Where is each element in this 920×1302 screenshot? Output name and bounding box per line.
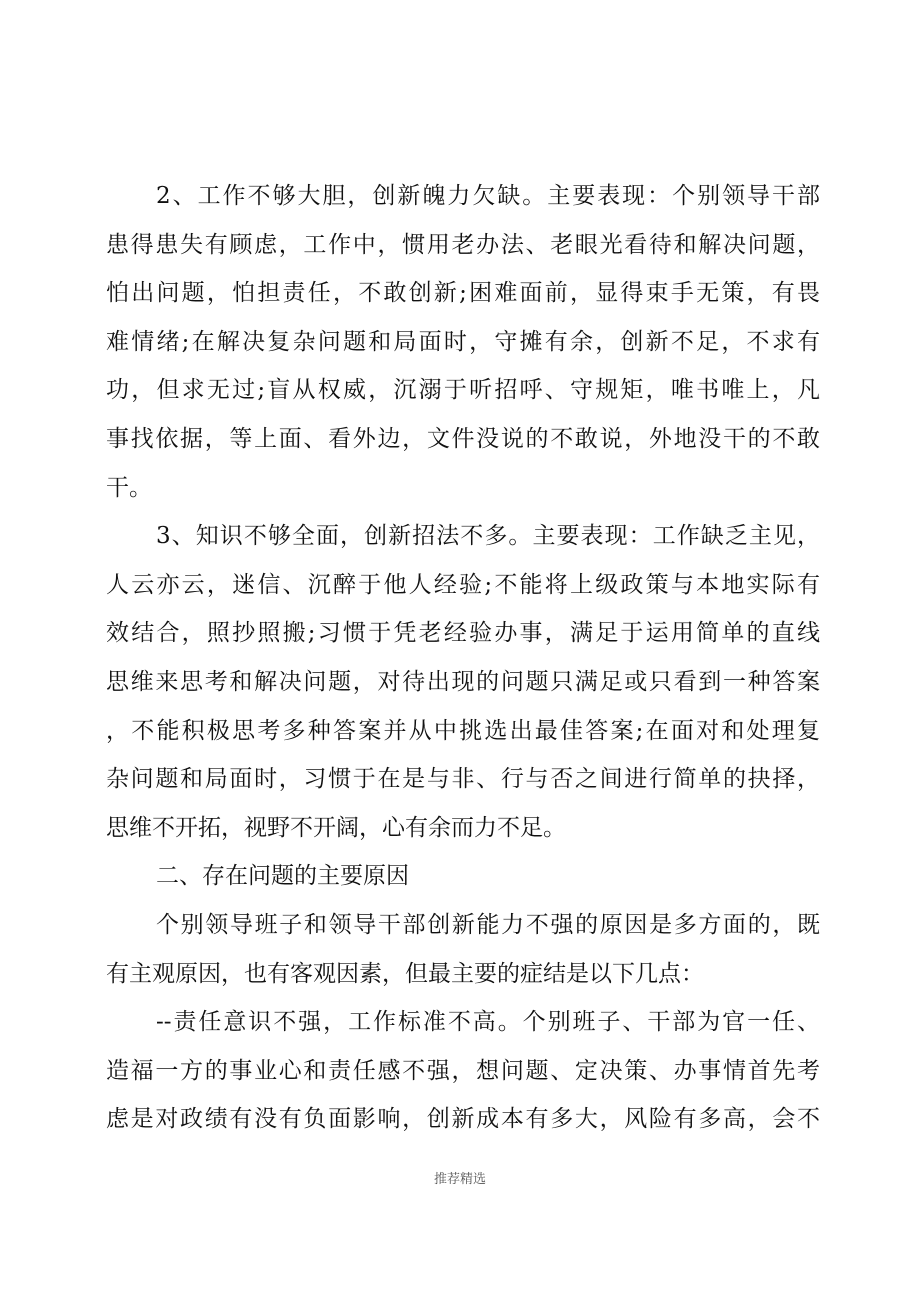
paragraph-2-line-2: 患得患失有顾虑，工作中，惯用老办法、老眼光看待和解决问题， [106, 231, 820, 258]
paragraph-3-line-6: 杂问题和局面时，习惯于在是与非、行与否之间进行简单的抉择， [106, 766, 820, 793]
paragraph-2-line-4: 难情绪;在解决复杂问题和局面时，守摊有余，创新不足，不求有 [106, 328, 820, 355]
paragraph-3-line-7: 思维不开拓，视野不开阔，心有余而力不足。 [106, 814, 566, 841]
paragraph-2-line-7: 干。 [106, 474, 152, 501]
paragraph-5-line-2: 造福一方的事业心和责任感不强，想问题、定决策、办事情首先考 [106, 1057, 820, 1084]
paragraph-4-line-1: 个别领导班子和领导干部创新能力不强的原因是多方面的，既 [156, 911, 820, 938]
paragraph-5-line-1: --责任意识不强，工作标准不高。个别班子、干部为官一任、 [156, 1009, 820, 1036]
paragraph-2-line-1: 2、工作不够大胆，创新魄力欠缺。主要表现：个别领导干部 [156, 183, 820, 209]
page-footer: 推荐精选 [433, 1172, 486, 1187]
paragraph-3-line-4: 思维来思考和解决问题，对待出现的问题只满足或只看到一种答案 [106, 668, 820, 695]
paragraph-3-line-5: ，不能积极思考多种答案并从中挑选出最佳答案;在面对和处理复 [106, 717, 820, 744]
paragraph-3-line-3: 效结合，照抄照搬;习惯于凭老经验办事，满足于运用简单的直线 [106, 620, 820, 647]
paragraph-4-line-2: 有主观原因，也有客观因素，但最主要的症结是以下几点： [106, 960, 704, 987]
paragraph-5-line-3: 虑是对政绩有没有负面影响，创新成本有多大，风险有多高，会不 [106, 1106, 820, 1133]
paragraph-3-line-2: 人云亦云，迷信、沉醉于他人经验;不能将上级政策与本地实际有 [106, 571, 820, 598]
paragraph-2-line-6: 事找依据，等上面、看外边，文件没说的不敢说，外地没干的不敢 [106, 425, 820, 452]
paragraph-3-line-1: 3、知识不够全面，创新招法不多。主要表现：工作缺乏主见， [156, 523, 820, 550]
section-heading: 二、存在问题的主要原因 [156, 863, 409, 890]
document-body [106, 172, 820, 1144]
paragraph-2-line-3: 怕出问题，怕担责任，不敢创新;困难面前，显得束手无策，有畏 [106, 280, 820, 307]
paragraph-2-line-5: 功，但求无过;盲从权威，沉溺于听招呼、守规矩，唯书唯上，凡 [106, 377, 820, 404]
